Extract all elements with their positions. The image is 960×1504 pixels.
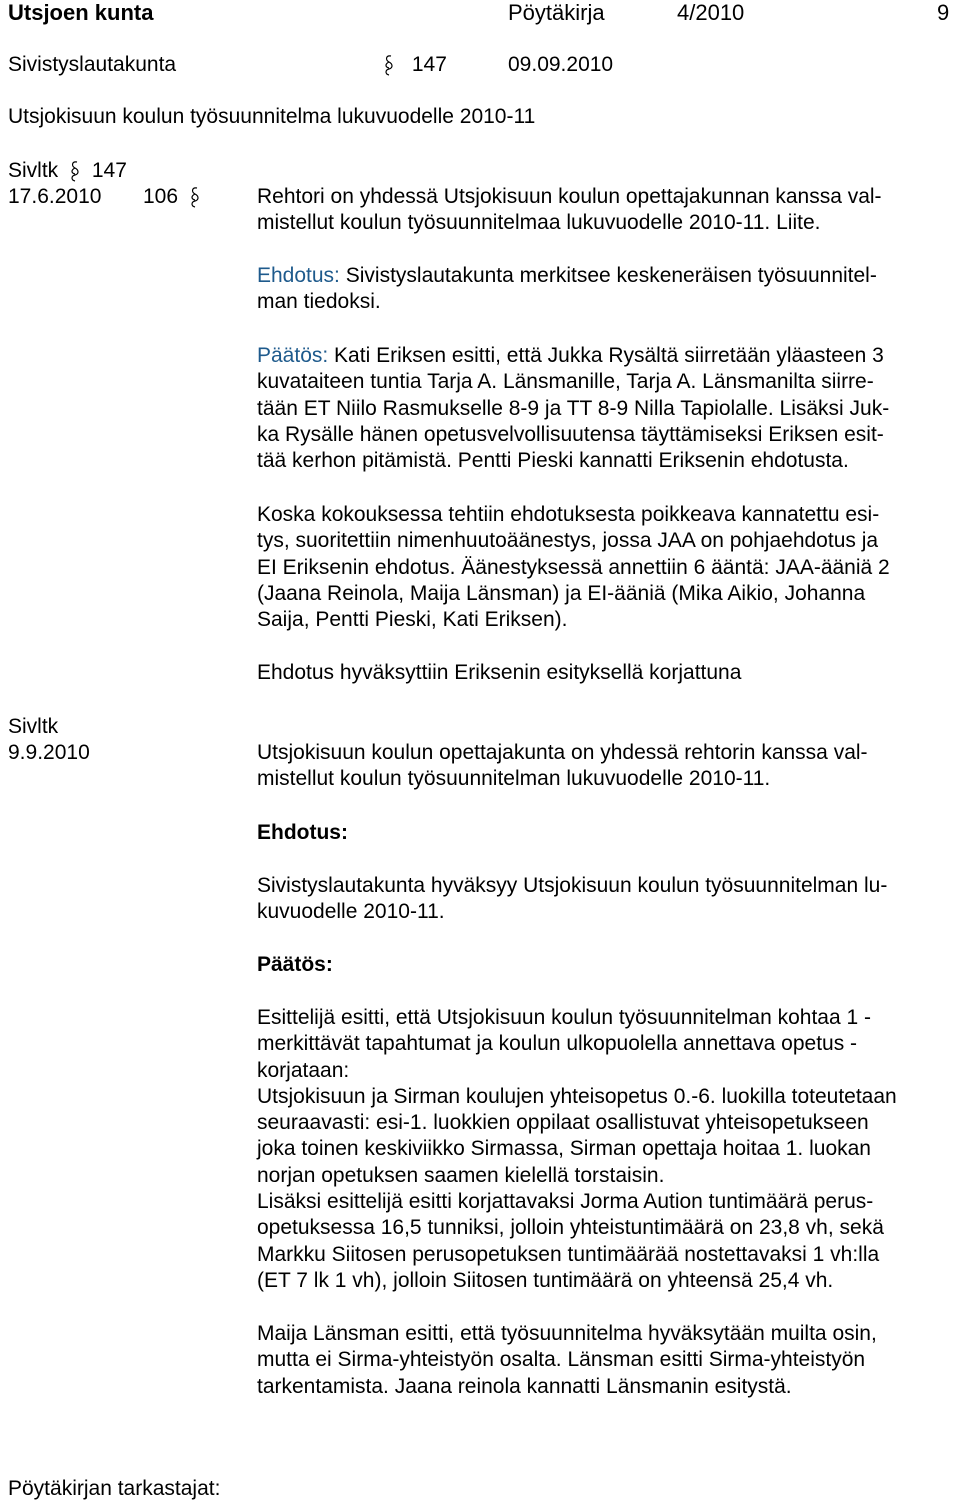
history-prev-paragraph — [143, 184, 200, 210]
text-line: korjataan: — [257, 1058, 350, 1082]
history-decision — [257, 343, 957, 474]
text-line: man tiedoksi. — [257, 290, 381, 314]
history-prev-number: 106 — [143, 185, 179, 208]
document-number: 4/2010 — [677, 0, 745, 25]
page-number: 9 — [937, 0, 950, 25]
current-intro — [257, 740, 957, 793]
current-board: Sivltk — [8, 715, 59, 738]
text-line: tää kerhon pitämistä. Pentti Pieski kannatti Eriksenin ehdotusta. — [257, 449, 849, 473]
history-ref-number: 147 — [91, 159, 127, 182]
text-line: opetuksessa 16,5 tunniksi, jolloin yhteistuntimäärä on 23,8 vh, sekä — [257, 1216, 884, 1240]
text-line: mistellut koulun työsuunnitelmaa lukuvuodelle 2010-11. Liite. — [257, 211, 821, 235]
text-line: (Jaana Reinola, Maija Länsman) ja EI-ääniä (Mika Aikio, Johanna — [257, 581, 866, 605]
text-line: joka toinen keskiviikko Sirmassa, Sirman opettaja hoitaa 1. luokan — [257, 1137, 871, 1161]
text-line: norjan opetuksen saamen kielellä torstaisin. — [257, 1163, 665, 1187]
text-line: tys, suoritettiin nimenhuutoäänestys, jossa JAA on pohjaehdotus ja — [257, 529, 879, 553]
text-line: seuraavasti: esi-1. luokkien oppilaat osallistuvat yhteisopetukseen — [257, 1111, 869, 1135]
proposal-label: Ehdotus: — [257, 821, 348, 844]
text-line: mutta ei Sirma-yhteistyön osalta. Länsman esitti Sirma-yhteistyön — [257, 1348, 866, 1372]
text-line: Esittelijä esitti, että Utsjokisuun koulun työsuunnitelman kohtaa 1 - — [257, 1006, 871, 1029]
text-line: Maija Länsman esitti, että työsuunnitelma hyväksytään muilta osin, — [257, 1322, 877, 1345]
text-line: mistellut koulun työsuunnitelman lukuvuodelle 2010-11. — [257, 767, 771, 791]
meeting-date: 09.09.2010 — [508, 53, 614, 76]
text-line: (ET 7 lk 1 vh), jolloin Siitosen tuntimäärä on yhteensä 25,4 vh. — [257, 1268, 834, 1292]
history-result — [257, 660, 957, 686]
text-line: merkittävät tapahtumat ja koulun ulkopuolella annettava opetus - — [257, 1032, 858, 1056]
history-reference — [8, 158, 127, 184]
current-date: 9.9.2010 — [8, 741, 90, 764]
board-name: Sivistyslautakunta — [8, 53, 177, 76]
current-decision-label-block — [257, 952, 957, 978]
text-line: EI Eriksenin ehdotus. Äänestyksessä annettiin 6 ääntä: JAA-ääniä 2 — [257, 555, 890, 579]
text-line: tään ET Niilo Rasmukselle 8-9 ja TT 8-9 Nilla Tapiolalle. Lisäksi Juk- — [257, 396, 890, 420]
text-line: Utsjokisuun ja Sirman koulujen yhteisopetus 0.-6. luokilla toteutetaan — [257, 1084, 897, 1108]
current-decision — [257, 1005, 957, 1294]
current-proposal-label-block — [257, 820, 957, 846]
document-type: Pöytäkirja — [508, 0, 605, 25]
text-line: kuvuodelle 2010-11. — [257, 900, 445, 924]
decision-label: Päätös: — [257, 344, 329, 367]
text-line: ka Rysälle hänen opetusvelvollisuutensa täyttämiseksi Eriksen esit- — [257, 422, 884, 446]
text-line: Sivistyslautakunta hyväksyy Utsjokisuun koulun työsuunnitelman lu- — [257, 874, 888, 897]
history-prev-date: 17.6.2010 — [8, 185, 102, 208]
municipality-name: Utsjoen kunta — [8, 0, 154, 25]
proposal-label: Ehdotus: — [257, 264, 340, 287]
history-intro — [257, 184, 957, 237]
text-line: Rehtori on yhdessä Utsjokisuun koulun opettajakunnan kanssa val- — [257, 185, 882, 208]
text-line: tarkentamista. Jaana reinola kannatti Länsmanin esitystä. — [257, 1374, 792, 1398]
text-line: Saija, Pentti Pieski, Kati Eriksen). — [257, 608, 568, 632]
section-sign-icon — [70, 160, 80, 182]
text-line: kuvataiteen tuntia Tarja A. Länsmanille, Tarja A. Länsmanilta siirre- — [257, 370, 874, 394]
text-line: Utsjokisuun koulun opettajakunta on yhdessä rehtorin kanssa val- — [257, 741, 868, 764]
text-line: Ehdotus hyväksyttiin Eriksenin esityksellä korjattuna — [257, 661, 742, 684]
history-proposal — [257, 263, 957, 316]
case-number: 147 — [411, 53, 447, 76]
case-title: Utsjokisuun koulun työsuunnitelma lukuvuodelle 2010-11 — [8, 105, 536, 128]
text-line: Sivistyslautakunta merkitsee keskeneräisen työsuunnitel- — [339, 264, 877, 287]
text-line: Koska kokouksessa tehtiin ehdotuksesta poikkeava kannatettu esi- — [257, 503, 880, 526]
text-line: Lisäksi esittelijä esitti korjattavaksi Jorma Aution tuntimäärä perus- — [257, 1190, 874, 1214]
text-line: Markku Siitosen perusopetuksen tuntimäärää nostettavaksi 1 vh:lla — [257, 1242, 880, 1266]
section-sign-icon — [190, 186, 200, 208]
history-board: Sivltk — [8, 159, 59, 182]
inspectors-label: Pöytäkirjan tarkastajat: — [8, 1477, 221, 1500]
section-sign-icon — [384, 54, 394, 76]
current-counter-proposal — [257, 1321, 957, 1400]
decision-label: Päätös: — [257, 953, 333, 976]
current-proposal — [257, 873, 957, 926]
text-line: Kati Eriksen esitti, että Jukka Rysältä siirretään yläasteen 3 — [328, 344, 884, 367]
case-paragraph — [384, 52, 447, 78]
history-vote — [257, 502, 957, 633]
